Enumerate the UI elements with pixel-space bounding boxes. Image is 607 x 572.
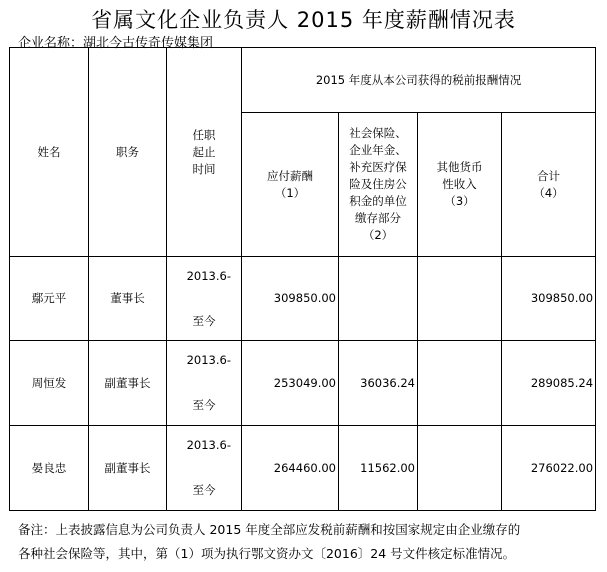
- cell-insurance: 36036.24: [339, 341, 418, 426]
- cell-other-income: [418, 257, 502, 341]
- cell-other-income: [418, 426, 502, 511]
- page-title: 省属文化企业负责人 2015 年度薪酬情况表: [91, 8, 516, 32]
- header-other-income: 其他货币性收入（3）: [418, 113, 502, 257]
- cell-term: [167, 426, 242, 511]
- header-income-group: 2015 年度从本公司获得的税前报酬情况: [242, 48, 596, 113]
- header-insurance: 社会保险、企业年金、补充医疗保险及住房公积金的单位缴存部分（2）: [339, 113, 418, 257]
- cell-name: 鄢元平: [10, 257, 89, 341]
- header-term: 任职起止时间: [167, 48, 242, 257]
- table-row: [10, 426, 596, 511]
- cell-insurance: [339, 257, 418, 341]
- cell-name: 周恒发: [10, 341, 89, 426]
- header-position: 职务: [89, 48, 167, 257]
- cell-position: 副董事长: [89, 341, 167, 426]
- header-name: 姓名: [10, 48, 89, 257]
- table-row: [10, 257, 596, 341]
- cell-position: 董事长: [89, 257, 167, 341]
- cell-salary: 253049.00: [242, 341, 339, 426]
- cell-salary: 264460.00: [242, 426, 339, 511]
- header-total: 合计（4）: [502, 113, 596, 257]
- company-name: 企业名称：湖北今古传奇传媒集团: [18, 36, 214, 51]
- cell-total: 276022.00: [502, 426, 596, 511]
- header-salary: 应付薪酬（1）: [242, 113, 339, 257]
- footnote-line-2: 各种社会保险等，其中，第（1）项为执行鄂文资办文〔2016〕24 号文件核定标准情况。: [18, 546, 516, 561]
- term-end: 至今: [192, 398, 216, 412]
- term-end: 至今: [192, 313, 216, 328]
- cell-total: 289085.24: [502, 341, 596, 426]
- footnote-line-1: 备注：上表披露信息为公司负责人 2015 年度全部应发税前薪酬和按国家规定由企业缴存的: [18, 522, 521, 537]
- cell-insurance: 11562.00: [339, 426, 418, 511]
- cell-total: 309850.00: [502, 257, 596, 341]
- cell-other-income: [418, 341, 502, 426]
- cell-name: 晏良忠: [10, 426, 89, 511]
- cell-position: 副董事长: [89, 426, 167, 511]
- term-start: 2013.6-: [186, 353, 231, 367]
- term-end: 至今: [192, 483, 216, 497]
- salary-table: [9, 47, 596, 511]
- cell-term: [167, 341, 242, 426]
- term-start: 2013.6-: [186, 438, 231, 452]
- term-start: 2013.6-: [186, 268, 231, 283]
- cell-salary: 309850.00: [242, 257, 339, 341]
- cell-term: [167, 257, 242, 341]
- footnote: [18, 518, 598, 566]
- table-row: [10, 341, 596, 426]
